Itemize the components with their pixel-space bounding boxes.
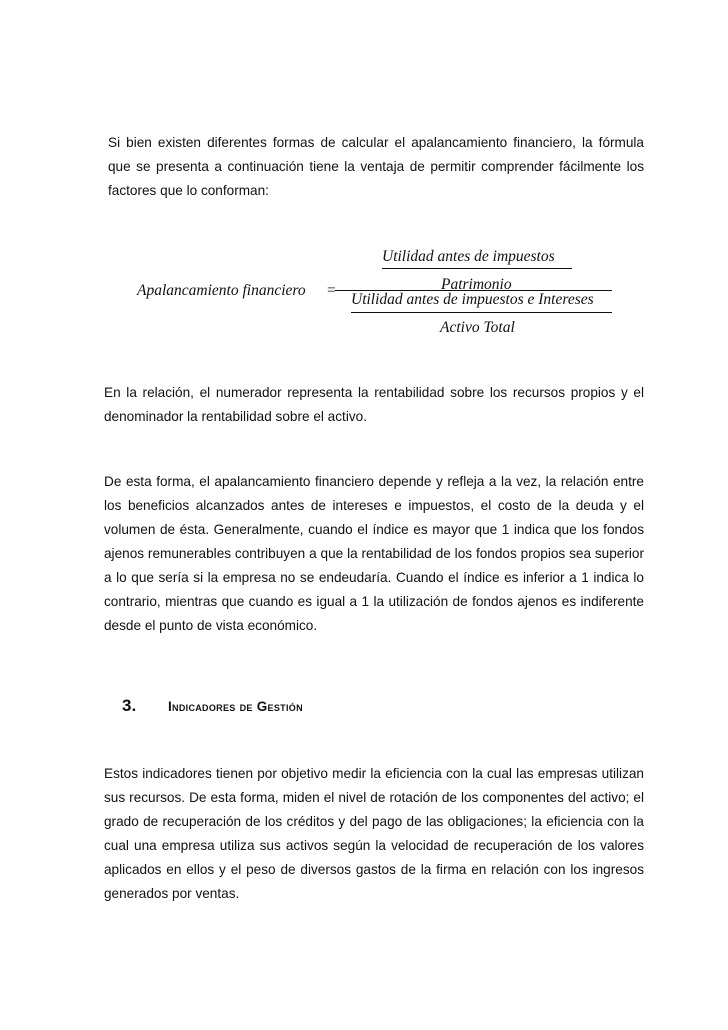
formula-denominator-bottom: Activo Total bbox=[440, 319, 515, 336]
formula-denominator-fraction-bar bbox=[351, 312, 612, 313]
section-title: Indicadores de Gestión bbox=[168, 699, 303, 714]
formula-equals: = bbox=[327, 282, 336, 299]
formula-lhs: Apalancamiento financiero bbox=[137, 282, 306, 299]
section-heading bbox=[122, 696, 303, 716]
formula-denominator-top: Utilidad antes de impuestos e Intereses bbox=[351, 291, 594, 308]
leverage-formula bbox=[0, 240, 728, 350]
section-number: 3. bbox=[122, 696, 137, 715]
paragraph-relation: En la relación, el numerador representa la rentabilidad sobre los recursos propios y el denominador la rentabilidad sobre el activo. bbox=[104, 385, 644, 424]
formula-numerator-bottom: Patrimonio bbox=[441, 276, 512, 293]
paragraph-leverage-explanation: De esta forma, el apalancamiento financiero depende y refleja a la vez, la relación entre los beneficios alcanzados antes de intereses e impuestos, el costo de la deuda y el volumen de ésta. Generalmente, cuando el índice es mayor que 1 indica que los fondos ajenos remunerables contribuyen a que la rentabilidad de los fondos propios sea superior a lo que sería si la empresa no se endeudaría. Cuando el índice es inferior a 1 indica lo contrario, mientras que cuando es igual a 1 la utilización de fondos ajenos es indiferente desde el punto de vista económico. bbox=[104, 474, 644, 633]
paragraph-intro: Si bien existen diferentes formas de calcular el apalancamiento financiero, la fórmula que se presenta a continuación tiene la ventaja de permitir comprender fácilmente los factores que lo conforman: bbox=[108, 135, 644, 198]
formula-numerator-fraction-bar bbox=[382, 268, 572, 269]
paragraph-management-indicators: Estos indicadores tienen por objetivo medir la eficiencia con la cual las empresas utilizan sus recursos. De esta forma, miden el nivel de rotación de los componentes del activo; el grado de recuperación de los créditos y del pago de las obligaciones; la eficiencia con la cual una empresa utiliza sus activos según la velocidad de recuperación de los valores aplicados en ellos y el peso de diversos gastos de la firma en relación con los ingresos generados por ventas. bbox=[104, 766, 644, 901]
formula-numerator-top: Utilidad antes de impuestos bbox=[382, 248, 555, 265]
